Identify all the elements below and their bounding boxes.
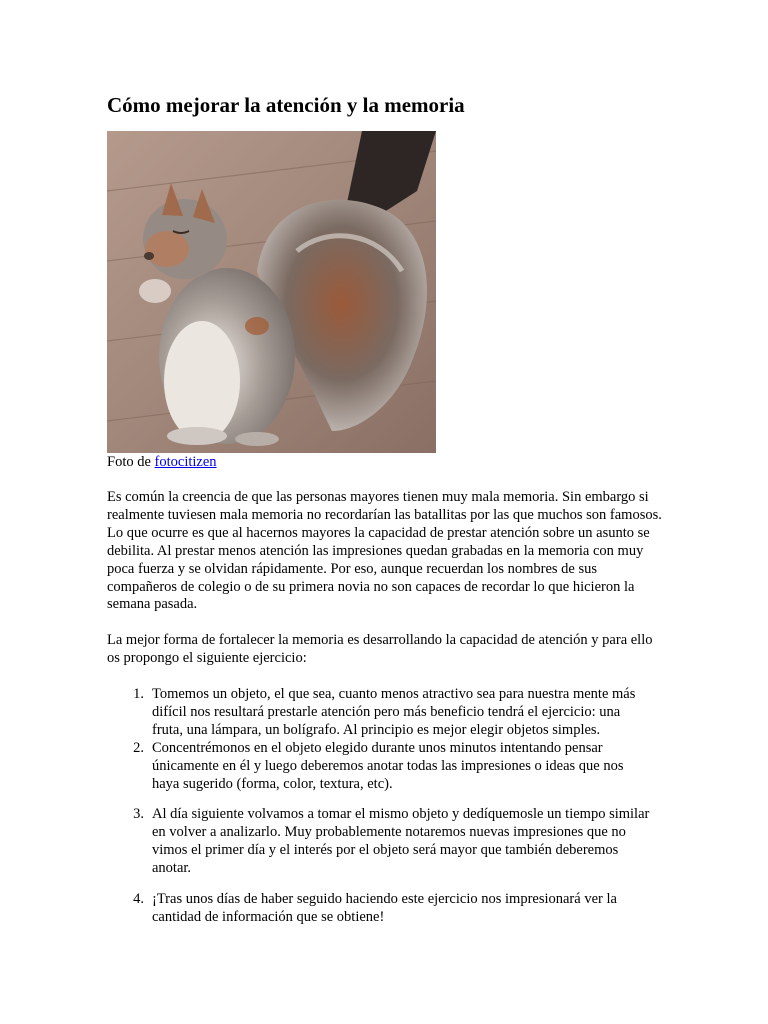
- list-item-number: 4.: [133, 891, 144, 908]
- list-item-text: Al día siguiente volvamos a tomar el mismo objeto y dedíquemosle un tiempo similar en volver a analizarlo. Muy probablemente notaremos nuevas impresiones que no vimos el primer día y el interés por el objeto será mayor que también deberemos anotar.: [152, 806, 650, 877]
- list-item-text: ¡Tras unos días de haber seguido haciendo este ejercicio nos impresionará ver la cantidad de información que se obtiene!: [152, 891, 617, 925]
- exercise-intro-paragraph: La mejor forma de fortalecer la memoria es desarrollando la capacidad de atención y para ello os propongo el siguiente ejercicio:: [107, 632, 653, 666]
- photo-caption: [107, 454, 217, 471]
- photographer-link[interactable]: fotocitizen: [154, 454, 217, 470]
- list-item-number: 2.: [133, 739, 144, 756]
- list-item: [107, 891, 652, 927]
- list-item: [107, 686, 652, 740]
- list-item: [107, 806, 652, 878]
- intro-paragraph: Es común la creencia de que las personas mayores tienen muy mala memoria. Sin embargo si realmente tuviesen mala memoria no recordarían las batallitas por las que muchos son famosos. Lo que ocurre es que al hacernos mayores la capacidad de prestar atención sobre un asunto se debilita. Al prestar menos atención las impresiones quedan grabadas en la memoria con muy poca fuerza y se olvidan rápidamente. Por eso, aunque recuerdan los nombres de sus compañeros de colegio o de su primera novia no son capaces de recordar lo que hicieron la semana pasada.: [107, 489, 662, 613]
- page-title: Cómo mejorar la atención y la memoria: [107, 93, 465, 117]
- exercise-steps-list: [107, 686, 652, 927]
- list-item-number: 1.: [133, 686, 144, 702]
- squirrel-photo: [107, 131, 436, 453]
- list-item-text: Tomemos un objeto, el que sea, cuanto menos atractivo sea para nuestra mente más difícil nos resultará prestarle atención pero más beneficio tendrá el ejercicio: una fruta, una lámpara, un bolígrafo. Al principio es mejor elegir objetos simples.: [152, 686, 636, 738]
- list-item-text: Concentrémonos en el objeto elegido durante unos minutos intentando pensar únicamente en él y luego deberemos anotar todas las impresiones o ideas que nos haya sugerido (forma, color, textura, etc).: [152, 739, 624, 792]
- caption-prefix: Foto de: [107, 454, 155, 470]
- list-item: [107, 740, 652, 794]
- list-item-number: 3.: [133, 806, 144, 823]
